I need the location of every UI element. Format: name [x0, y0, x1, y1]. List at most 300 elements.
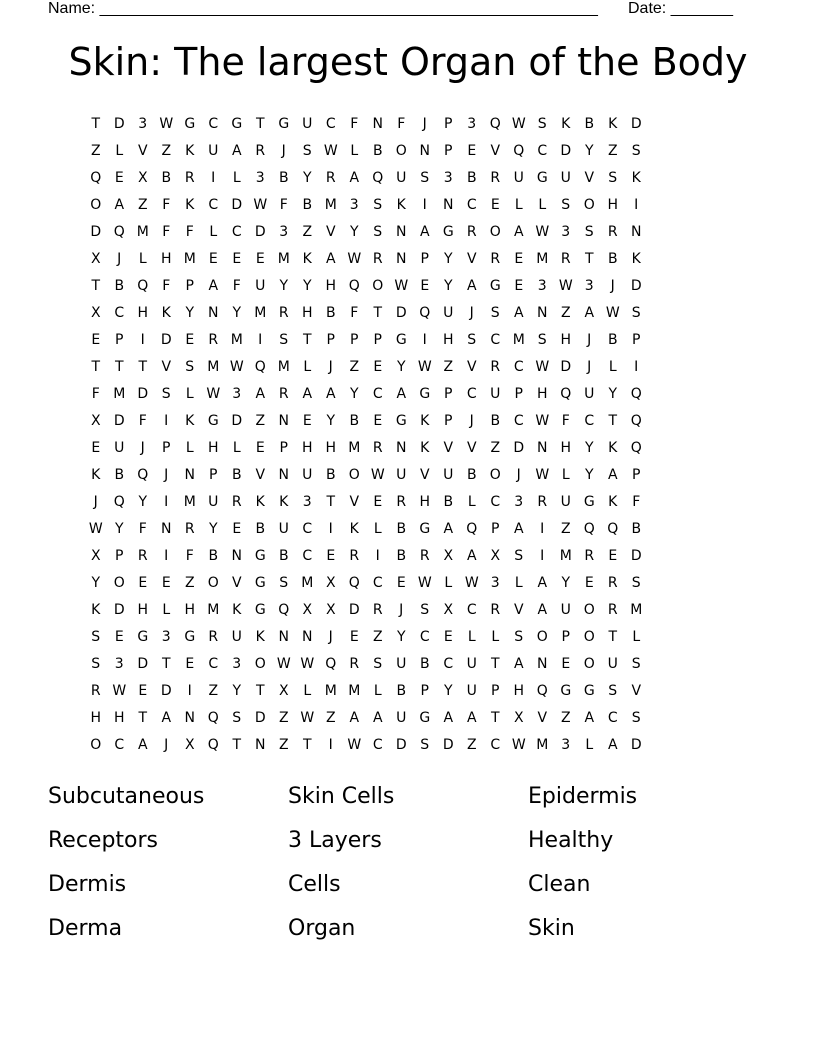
grid-letter: 3 — [232, 386, 242, 402]
grid-letter: I — [258, 332, 263, 348]
grid-letter: H — [560, 440, 572, 456]
grid-letter: D — [513, 440, 525, 456]
grid-letter: 3 — [279, 224, 289, 240]
grid-letter: A — [114, 197, 125, 213]
grid-letter: G — [419, 521, 431, 537]
grid-row — [84, 654, 648, 681]
word-list-item: 3 Layers — [288, 828, 382, 853]
word-list-item: Cells — [288, 872, 341, 897]
grid-letter: Z — [560, 710, 571, 726]
grid-letter: J — [469, 413, 474, 429]
grid-letter: U — [560, 602, 571, 618]
grid-letter: 3 — [584, 278, 594, 294]
grid-letter: J — [516, 467, 521, 483]
grid-letter: E — [514, 278, 524, 294]
grid-letter: Q — [137, 467, 149, 483]
grid-letter: Y — [584, 440, 594, 456]
name-field-label: Name: ________________________________________________________ — [48, 0, 598, 17]
grid-letter: Y — [232, 683, 242, 699]
grid-letter: E — [91, 332, 101, 348]
grid-letter: A — [513, 305, 524, 321]
grid-letter: G — [560, 683, 572, 699]
grid-letter: Q — [90, 170, 102, 186]
grid-letter: G — [184, 629, 196, 645]
grid-letter: P — [444, 116, 453, 132]
grid-letter: K — [608, 116, 618, 132]
grid-letter: S — [373, 224, 383, 240]
grid-letter: W — [535, 467, 550, 483]
grid-letter: U — [560, 170, 571, 186]
grid-letter: Z — [302, 224, 313, 240]
grid-letter: R — [349, 548, 360, 564]
grid-letter: N — [184, 710, 195, 726]
grid-letter: 3 — [561, 224, 571, 240]
grid-letter: D — [90, 224, 102, 240]
grid-letter: M — [183, 494, 196, 510]
grid-letter: U — [466, 683, 477, 699]
grid-letter: L — [514, 197, 523, 213]
grid-letter: G — [137, 629, 149, 645]
grid-letter: U — [396, 467, 407, 483]
grid-letter: P — [350, 332, 359, 348]
grid-letter: A — [537, 602, 548, 618]
grid-letter: G — [489, 278, 501, 294]
grid-letter: E — [467, 143, 477, 159]
grid-letter: Y — [302, 278, 312, 294]
grid-letter: U — [278, 521, 289, 537]
grid-letter: C — [114, 737, 125, 753]
grid-letter: Z — [325, 710, 336, 726]
grid-letter: 3 — [255, 170, 265, 186]
grid-row — [84, 492, 648, 519]
grid-letter: Y — [443, 251, 453, 267]
grid-letter: C — [231, 224, 242, 240]
word-list-item: Derma — [48, 916, 123, 941]
grid-letter: T — [91, 278, 101, 294]
grid-letter: E — [91, 440, 101, 456]
grid-letter: G — [184, 116, 196, 132]
grid-letter: C — [372, 575, 383, 591]
grid-letter: R — [372, 602, 383, 618]
grid-letter: H — [513, 683, 525, 699]
grid-letter: C — [208, 116, 219, 132]
grid-letter: X — [184, 737, 195, 753]
grid-letter: W — [323, 143, 338, 159]
grid-letter: M — [348, 440, 361, 456]
grid-letter: D — [231, 197, 243, 213]
grid-row — [84, 330, 648, 357]
grid-letter: S — [490, 305, 500, 321]
grid-letter: R — [607, 575, 618, 591]
grid-letter: E — [373, 494, 383, 510]
grid-letter: E — [514, 251, 524, 267]
grid-letter: V — [466, 359, 477, 375]
grid-letter: W — [535, 224, 550, 240]
grid-letter: A — [443, 710, 454, 726]
grid-letter: Y — [138, 494, 148, 510]
grid-letter: U — [513, 170, 524, 186]
grid-letter: B — [161, 170, 172, 186]
grid-letter: D — [395, 737, 407, 753]
grid-letter: M — [183, 251, 196, 267]
grid-letter: Q — [113, 224, 125, 240]
grid-letter: H — [301, 305, 313, 321]
grid-letter: Q — [278, 602, 290, 618]
grid-letter: G — [442, 224, 454, 240]
grid-letter: H — [607, 197, 619, 213]
grid-letter: S — [279, 332, 289, 348]
grid-letter: I — [634, 359, 639, 375]
grid-letter: L — [350, 143, 359, 159]
grid-letter: P — [632, 332, 641, 348]
grid-letter: C — [490, 737, 501, 753]
grid-letter: R — [584, 548, 595, 564]
grid-letter: E — [443, 629, 453, 645]
grid-letter: L — [185, 440, 194, 456]
word-list-item: Clean — [528, 872, 591, 897]
grid-letter: N — [231, 548, 242, 564]
grid-letter: K — [396, 197, 406, 213]
grid-letter: U — [607, 656, 618, 672]
grid-letter: D — [560, 143, 572, 159]
grid-letter: K — [631, 170, 641, 186]
word-list-item: Organ — [288, 916, 356, 941]
grid-letter: 3 — [514, 494, 524, 510]
grid-letter: D — [113, 413, 125, 429]
grid-letter: M — [536, 737, 549, 753]
grid-letter: O — [583, 197, 595, 213]
word-list-item: Subcutaneous — [48, 784, 205, 809]
grid-letter: 3 — [302, 494, 312, 510]
grid-letter: R — [490, 170, 501, 186]
grid-letter: O — [583, 602, 595, 618]
grid-letter: E — [185, 332, 195, 348]
grid-letter: P — [632, 467, 641, 483]
grid-letter: A — [349, 170, 360, 186]
grid-letter: Q — [419, 305, 431, 321]
grid-letter: P — [420, 683, 429, 699]
grid-letter: Q — [254, 359, 266, 375]
grid-letter: W — [159, 116, 174, 132]
grid-letter: Q — [630, 386, 642, 402]
grid-letter: B — [631, 521, 642, 537]
grid-letter: D — [630, 278, 642, 294]
grid-letter: N — [419, 143, 430, 159]
grid-letter: A — [584, 710, 595, 726]
grid-letter: B — [302, 197, 313, 213]
grid-letter: S — [420, 602, 430, 618]
grid-letter: B — [114, 467, 125, 483]
grid-letter: W — [417, 575, 432, 591]
grid-letter: A — [255, 386, 266, 402]
grid-letter: H — [137, 602, 149, 618]
grid-letter: B — [396, 683, 407, 699]
grid-letter: T — [584, 251, 594, 267]
grid-letter: V — [325, 224, 336, 240]
grid-letter: J — [164, 467, 169, 483]
grid-letter: B — [466, 170, 477, 186]
grid-letter: M — [324, 683, 337, 699]
grid-letter: X — [137, 170, 148, 186]
grid-letter: Y — [326, 413, 336, 429]
grid-letter: T — [138, 710, 148, 726]
grid-letter: S — [631, 575, 641, 591]
grid-letter: B — [419, 656, 430, 672]
grid-letter: W — [300, 656, 315, 672]
grid-letter: L — [138, 251, 147, 267]
header-line — [48, 0, 748, 20]
grid-letter: T — [608, 629, 618, 645]
grid-letter: L — [373, 683, 382, 699]
grid-letter: K — [420, 440, 430, 456]
grid-letter: N — [255, 737, 266, 753]
grid-letter: M — [277, 359, 290, 375]
grid-letter: Z — [443, 359, 454, 375]
grid-letter: G — [583, 683, 595, 699]
grid-letter: K — [91, 467, 101, 483]
grid-letter: U — [114, 440, 125, 456]
grid-letter: R — [184, 521, 195, 537]
grid-letter: Y — [114, 521, 124, 537]
grid-letter: W — [276, 656, 291, 672]
grid-letter: J — [328, 629, 333, 645]
grid-row — [84, 141, 648, 168]
grid-letter: I — [187, 683, 192, 699]
grid-letter: Y — [396, 359, 406, 375]
grid-letter: B — [325, 305, 336, 321]
grid-letter: W — [535, 413, 550, 429]
grid-letter: R — [396, 494, 407, 510]
grid-letter: O — [372, 278, 384, 294]
grid-letter: C — [490, 332, 501, 348]
grid-letter: D — [113, 602, 125, 618]
grid-letter: F — [232, 278, 241, 294]
grid-row — [84, 573, 648, 600]
grid-letter: Z — [607, 143, 618, 159]
word-list-item: Healthy — [528, 828, 614, 853]
grid-letter: P — [491, 521, 500, 537]
grid-letter: E — [349, 629, 359, 645]
grid-letter: N — [443, 197, 454, 213]
grid-letter: A — [349, 710, 360, 726]
grid-letter: S — [373, 197, 383, 213]
grid-letter: T — [255, 116, 265, 132]
grid-letter: E — [232, 251, 242, 267]
grid-letter: H — [536, 386, 548, 402]
grid-letter: V — [466, 251, 477, 267]
grid-letter: B — [584, 116, 595, 132]
grid-letter: M — [630, 602, 643, 618]
grid-letter: A — [607, 737, 618, 753]
grid-letter: Z — [208, 683, 219, 699]
grid-letter: H — [184, 602, 196, 618]
grid-letter: K — [608, 494, 618, 510]
grid-letter: C — [325, 116, 336, 132]
grid-letter: W — [112, 683, 127, 699]
grid-letter: R — [560, 251, 571, 267]
grid-letter: U — [443, 467, 454, 483]
grid-letter: T — [302, 737, 312, 753]
grid-letter: S — [185, 359, 195, 375]
grid-letter: R — [325, 170, 336, 186]
grid-letter: W — [300, 710, 315, 726]
grid-letter: B — [490, 413, 501, 429]
grid-letter: R — [419, 548, 430, 564]
grid-letter: Z — [349, 359, 360, 375]
grid-letter: P — [279, 440, 288, 456]
page-title: Skin: The largest Organ of the Body — [68, 40, 748, 84]
grid-letter: J — [281, 143, 286, 159]
grid-letter: I — [540, 521, 545, 537]
grid-letter: S — [514, 548, 524, 564]
grid-letter: S — [514, 629, 524, 645]
grid-letter: C — [208, 656, 219, 672]
grid-letter: U — [231, 629, 242, 645]
grid-letter: T — [490, 656, 500, 672]
grid-letter: E — [161, 575, 171, 591]
grid-letter: M — [207, 359, 220, 375]
grid-letter: R — [231, 494, 242, 510]
grid-letter: R — [490, 602, 501, 618]
grid-letter: J — [93, 494, 98, 510]
grid-letter: Y — [608, 386, 618, 402]
grid-letter: Q — [325, 656, 337, 672]
grid-letter: K — [255, 629, 265, 645]
grid-letter: O — [254, 656, 266, 672]
grid-letter: H — [207, 440, 219, 456]
grid-letter: L — [303, 683, 312, 699]
grid-letter: S — [279, 575, 289, 591]
grid-letter: A — [513, 656, 524, 672]
grid-letter: H — [113, 710, 125, 726]
grid-letter: M — [277, 251, 290, 267]
grid-letter: E — [373, 359, 383, 375]
grid-letter: A — [466, 278, 477, 294]
grid-letter: R — [208, 332, 219, 348]
grid-letter: R — [607, 224, 618, 240]
grid-letter: G — [536, 170, 548, 186]
grid-letter: A — [466, 710, 477, 726]
grid-letter: T — [373, 305, 383, 321]
grid-letter: A — [161, 710, 172, 726]
grid-letter: X — [490, 548, 501, 564]
grid-letter: U — [255, 278, 266, 294]
grid-letter: B — [114, 278, 125, 294]
grid-letter: B — [255, 521, 266, 537]
grid-letter: J — [610, 278, 615, 294]
grid-letter: L — [303, 359, 312, 375]
grid-letter: N — [396, 440, 407, 456]
grid-letter: G — [395, 332, 407, 348]
grid-letter: R — [537, 494, 548, 510]
grid-letter: R — [208, 629, 219, 645]
grid-letter: K — [631, 251, 641, 267]
grid-letter: R — [255, 143, 266, 159]
grid-letter: L — [467, 629, 476, 645]
grid-row — [84, 546, 648, 573]
grid-letter: A — [513, 521, 524, 537]
grid-letter: N — [184, 467, 195, 483]
grid-letter: O — [536, 629, 548, 645]
grid-letter: P — [373, 332, 382, 348]
grid-letter: E — [255, 251, 265, 267]
grid-letter: K — [161, 305, 171, 321]
grid-letter: Q — [536, 683, 548, 699]
grid-letter: Q — [113, 494, 125, 510]
grid-letter: K — [561, 116, 571, 132]
grid-letter: O — [90, 197, 102, 213]
grid-letter: H — [560, 332, 572, 348]
grid-row — [84, 411, 648, 438]
grid-letter: C — [372, 386, 383, 402]
grid-letter: L — [232, 440, 241, 456]
grid-letter: W — [511, 116, 526, 132]
grid-letter: S — [302, 143, 312, 159]
grid-letter: Y — [302, 170, 312, 186]
grid-letter: V — [513, 602, 524, 618]
grid-letter: M — [207, 602, 220, 618]
grid-letter: W — [511, 737, 526, 753]
grid-letter: R — [607, 602, 618, 618]
grid-letter: I — [540, 548, 545, 564]
grid-letter: T — [326, 494, 336, 510]
grid-letter: H — [301, 440, 313, 456]
grid-letter: Z — [372, 629, 383, 645]
grid-row — [84, 519, 648, 546]
date-field-label: Date: _______ — [628, 0, 733, 17]
grid-letter: L — [115, 143, 124, 159]
grid-letter: O — [395, 143, 407, 159]
grid-letter: S — [608, 683, 618, 699]
grid-letter: A — [607, 467, 618, 483]
grid-letter: W — [370, 467, 385, 483]
grid-letter: W — [535, 359, 550, 375]
grid-letter: Q — [630, 413, 642, 429]
grid-letter: W — [206, 386, 221, 402]
grid-letter: 3 — [490, 575, 500, 591]
grid-letter: L — [444, 575, 453, 591]
grid-letter: S — [161, 386, 171, 402]
grid-letter: R — [278, 305, 289, 321]
grid-letter: B — [607, 332, 618, 348]
grid-letter: S — [373, 656, 383, 672]
grid-letter: T — [255, 683, 265, 699]
grid-letter: E — [255, 440, 265, 456]
grid-letter: R — [278, 386, 289, 402]
grid-letter: Z — [90, 143, 101, 159]
grid-letter: S — [561, 197, 571, 213]
grid-letter: Y — [443, 278, 453, 294]
grid-letter: T — [232, 737, 242, 753]
grid-letter: V — [466, 440, 477, 456]
grid-row — [84, 681, 648, 708]
grid-row — [84, 438, 648, 465]
grid-letter: L — [162, 602, 171, 618]
grid-letter: Z — [255, 413, 266, 429]
grid-letter: O — [207, 575, 219, 591]
grid-letter: W — [558, 278, 573, 294]
grid-letter: C — [607, 710, 618, 726]
grid-letter: G — [419, 386, 431, 402]
grid-letter: P — [162, 440, 171, 456]
grid-letter: I — [328, 737, 333, 753]
grid-letter: U — [560, 494, 571, 510]
grid-row — [84, 708, 648, 735]
grid-letter: N — [537, 440, 548, 456]
grid-letter: S — [537, 332, 547, 348]
grid-letter: C — [372, 737, 383, 753]
grid-letter: B — [396, 548, 407, 564]
